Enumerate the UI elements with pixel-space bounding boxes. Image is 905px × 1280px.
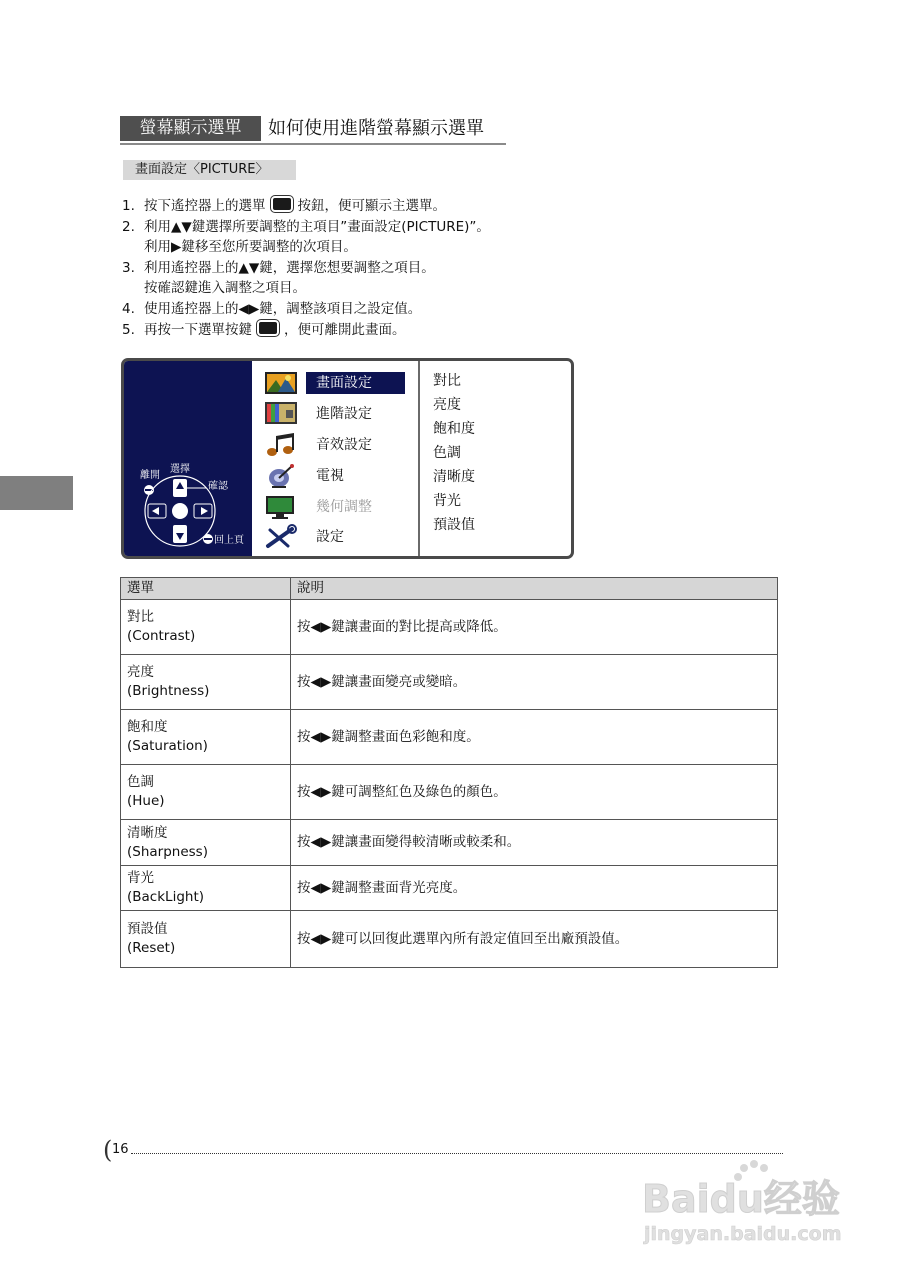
remote-exit-label: 離開 — [140, 470, 160, 481]
advanced-icon — [264, 400, 298, 426]
tv-antenna-icon — [264, 463, 298, 489]
menu-cell — [121, 866, 291, 911]
menu-name-en: (Saturation) — [127, 738, 208, 754]
table-row — [121, 911, 778, 968]
remote-back-label: 回上頁 — [214, 535, 244, 546]
menu-name-en: (Contrast) — [127, 628, 196, 644]
step-2 — [122, 217, 490, 257]
table-row — [121, 600, 778, 655]
submenu-item-contrast[interactable]: 對比 — [433, 373, 461, 389]
menu-name-en: (Hue) — [127, 793, 165, 809]
remote-confirm-label: 確認 — [208, 481, 228, 492]
menu-cell — [121, 600, 291, 655]
baidu-watermark-logo — [640, 1160, 855, 1250]
menu-name-zh: 飽和度 — [127, 719, 168, 735]
submenu-item-reset[interactable]: 預設值 — [433, 517, 475, 533]
step-text: 按確認鍵進入調整之項目。 — [144, 280, 306, 296]
table-row — [121, 820, 778, 866]
description-cell: 按◀▶鍵調整畫面背光亮度。 — [291, 866, 778, 911]
dotted-rule — [131, 1153, 783, 1154]
menu-item-picture[interactable]: 畫面設定 — [306, 372, 405, 394]
picture-icon — [264, 370, 298, 396]
menu-item-setup[interactable]: 設定 — [316, 529, 344, 545]
menu-name-en: (BackLight) — [127, 889, 204, 905]
submenu-item-hue[interactable]: 色調 — [433, 445, 461, 461]
menu-cell — [121, 765, 291, 820]
menu-name-zh: 亮度 — [127, 664, 154, 680]
step-number: 5. — [122, 322, 135, 338]
step-text: 利用▶鍵移至您所要調整的次項目。 — [144, 239, 357, 255]
menu-cell — [121, 820, 291, 866]
menu-name-en: (Brightness) — [127, 683, 210, 699]
submenu-item-brightness[interactable]: 亮度 — [433, 397, 461, 413]
step-number: 3. — [122, 260, 135, 276]
step-1 — [122, 196, 490, 216]
table-row — [121, 710, 778, 765]
watermark-brand: Baidu经验 — [642, 1177, 840, 1221]
remote-select-label: 選擇 — [170, 464, 190, 475]
step-text: 按下遙控器上的選單 — [144, 198, 266, 214]
step-text: ，便可離開此畫面。 — [284, 322, 406, 338]
remote-dpad-icon — [124, 361, 252, 556]
wrench-icon — [264, 524, 298, 550]
menu-name-zh: 色調 — [127, 774, 154, 790]
table-row — [121, 765, 778, 820]
step-5 — [122, 320, 490, 340]
menu-name-zh: 預設值 — [127, 921, 168, 937]
step-3 — [122, 258, 490, 298]
watermark-url: jingyan.baidu.com — [644, 1223, 842, 1245]
remote-panel — [124, 361, 252, 556]
menu-item-advanced[interactable]: 進階設定 — [316, 406, 372, 422]
description-cell: 按◀▶鍵可以回復此選單內所有設定值回至出廠預設值。 — [291, 911, 778, 968]
step-text: 使用遙控器上的◀▶鍵，調整該項目之設定值。 — [144, 301, 422, 317]
column-header-menu: 選單 — [121, 578, 291, 600]
step-text: 再按一下選單按鍵 — [144, 322, 252, 338]
menu-key-icon — [257, 320, 279, 336]
menu-name-en: (Sharpness) — [127, 843, 208, 860]
menu-item-geometry: 幾何調整 — [316, 499, 372, 515]
column-header-description: 說明 — [291, 578, 778, 600]
osd-menu-illustration — [121, 358, 574, 559]
settings-table — [120, 577, 778, 968]
menu-item-tv[interactable]: 電視 — [316, 468, 344, 484]
description-cell: 按◀▶鍵讓畫面的對比提高或降低。 — [291, 600, 778, 655]
section-label: 螢幕顯示選單 — [120, 116, 261, 141]
menu-name-zh: 對比 — [127, 609, 154, 625]
menu-name-zh: 清晰度 — [127, 824, 168, 841]
table-header-row — [121, 578, 778, 600]
submenu-item-backlight[interactable]: 背光 — [433, 493, 461, 509]
section-header — [120, 116, 506, 145]
geometry-icon — [264, 494, 298, 520]
submenu-item-sharpness[interactable]: 清晰度 — [433, 469, 475, 485]
menu-name-en: (Reset) — [127, 940, 176, 956]
menu-cell — [121, 911, 291, 968]
submenu-item-saturation[interactable]: 飽和度 — [433, 421, 475, 437]
menu-key-icon — [271, 196, 293, 212]
table-row — [121, 866, 778, 911]
instruction-steps — [122, 196, 490, 341]
audio-icon — [264, 432, 298, 458]
step-4 — [122, 299, 490, 319]
step-number: 4. — [122, 301, 135, 317]
chapter-tab — [0, 476, 73, 510]
osd-divider — [418, 361, 420, 556]
step-number: 2. — [122, 219, 135, 235]
page-number: 16 — [112, 1142, 129, 1157]
table-row — [121, 655, 778, 710]
page-title: 如何使用進階螢幕顯示選單 — [268, 118, 484, 139]
menu-cell — [121, 655, 291, 710]
description-cell: 按◀▶鍵讓畫面變得較清晰或較柔和。 — [291, 820, 778, 866]
step-number: 1. — [122, 198, 135, 214]
menu-item-audio[interactable]: 音效設定 — [316, 437, 372, 453]
description-cell: 按◀▶鍵讓畫面變亮或變暗。 — [291, 655, 778, 710]
subsection-label: 畫面設定〈PICTURE〉 — [123, 160, 296, 180]
description-cell: 按◀▶鍵可調整紅色及綠色的顏色。 — [291, 765, 778, 820]
description-cell: 按◀▶鍵調整畫面色彩飽和度。 — [291, 710, 778, 765]
step-text: 利用遙控器上的▲▼鍵，選擇您想要調整之項目。 — [144, 260, 435, 276]
menu-name-zh: 背光 — [127, 870, 154, 886]
step-text: 按鈕，便可顯示主選單。 — [297, 198, 446, 214]
menu-cell — [121, 710, 291, 765]
step-text: 利用▲▼鍵選擇所要調整的主項目”畫面設定(PICTURE)”。 — [144, 219, 490, 235]
page-bracket: ( — [103, 1136, 113, 1164]
